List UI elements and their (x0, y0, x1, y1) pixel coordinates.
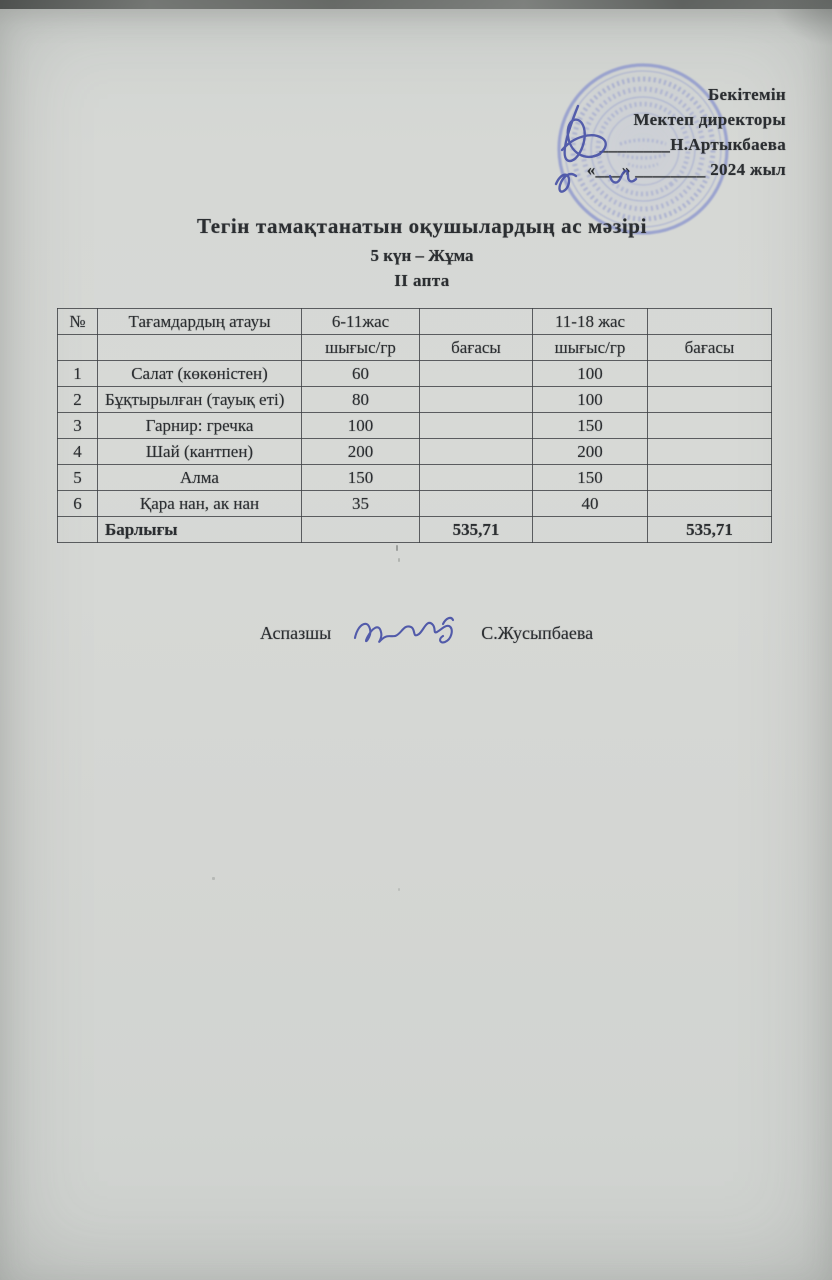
row-no: 2 (58, 387, 98, 413)
subheader-empty-name (98, 335, 302, 361)
row-price1 (420, 361, 533, 387)
table-row (58, 387, 772, 413)
total-out1 (302, 517, 420, 543)
row-out2: 100 (533, 387, 648, 413)
header-empty-2 (648, 309, 772, 335)
row-price2 (648, 491, 772, 517)
subheader-output-2: шығыс/гр (533, 335, 648, 361)
scan-speck (396, 545, 398, 551)
row-price1 (420, 387, 533, 413)
row-dish: Гарнир: гречка (98, 413, 302, 439)
row-dish: Қара нан, ак нан (98, 491, 302, 517)
row-out2: 150 (533, 465, 648, 491)
row-no: 5 (58, 465, 98, 491)
total-price2: 535,71 (648, 517, 772, 543)
table-row (58, 491, 772, 517)
row-out2: 100 (533, 361, 648, 387)
subheader-price-1: бағасы (420, 335, 533, 361)
row-price1 (420, 413, 533, 439)
cook-signature-line (260, 608, 593, 658)
approval-line-name: ________Н.Артыкбаева (599, 135, 786, 154)
approval-line-date: «___» ________ 2024 жыл (586, 160, 786, 179)
row-no: 3 (58, 413, 98, 439)
cook-name: С.Жусыпбаева (481, 622, 594, 643)
row-price2 (648, 361, 772, 387)
total-no (58, 517, 98, 543)
scan-top-edge (0, 0, 832, 9)
row-price1 (420, 439, 533, 465)
director-signature (540, 92, 740, 207)
row-dish: Бұқтырылған (тауық еті) (98, 387, 302, 413)
row-dish: Салат (көкөністен) (98, 361, 302, 387)
cook-label: Аспазшы (260, 622, 332, 643)
row-dish: Алма (98, 465, 302, 491)
scan-speck (398, 888, 400, 891)
table-row (58, 413, 772, 439)
table-row (58, 439, 772, 465)
scan-speck (398, 558, 400, 562)
row-price1 (420, 465, 533, 491)
header-dish-name: Тағамдардың атауы (98, 309, 302, 335)
row-price2 (648, 413, 772, 439)
row-out2: 40 (533, 491, 648, 517)
cook-signature (347, 604, 465, 656)
header-empty-1 (420, 309, 533, 335)
subheader-price-2: бағасы (648, 335, 772, 361)
row-dish: Шай (кантпен) (98, 439, 302, 465)
row-no: 1 (58, 361, 98, 387)
corner-shadow (772, 0, 832, 46)
row-price2 (648, 387, 772, 413)
document-title-block (6, 214, 832, 291)
subheader-output-1: шығыс/гр (302, 335, 420, 361)
row-out1: 35 (302, 491, 420, 517)
scan-speck (212, 877, 215, 880)
row-out1: 150 (302, 465, 420, 491)
title-day: 5 күн – Жұма (370, 246, 474, 265)
title-week: ІІ апта (394, 271, 450, 290)
row-out2: 200 (533, 439, 648, 465)
table-row (58, 361, 772, 387)
row-out1: 200 (302, 439, 420, 465)
row-price2 (648, 439, 772, 465)
row-out1: 60 (302, 361, 420, 387)
row-no: 6 (58, 491, 98, 517)
header-age-group-1: 6-11жас (302, 309, 420, 335)
table-header-row-subs (58, 335, 772, 361)
table-row (58, 465, 772, 491)
approval-line-director: Мектеп директоры (633, 110, 786, 129)
row-no: 4 (58, 439, 98, 465)
row-out1: 100 (302, 413, 420, 439)
header-no: № (58, 309, 98, 335)
menu-table (57, 308, 772, 543)
approval-line-approve: Бекітемін (708, 85, 786, 104)
total-price1: 535,71 (420, 517, 533, 543)
total-label: Барлығы (98, 517, 302, 543)
table-total-row (58, 517, 772, 543)
row-out1: 80 (302, 387, 420, 413)
row-out2: 150 (533, 413, 648, 439)
page-title: Тегін тамақтанатын оқушылардың ас мәзірі (196, 214, 648, 238)
total-out2 (533, 517, 648, 543)
row-price2 (648, 465, 772, 491)
subheader-empty-no (58, 335, 98, 361)
row-price1 (420, 491, 533, 517)
header-age-group-2: 11-18 жас (533, 309, 648, 335)
table-header-row-groups (58, 309, 772, 335)
